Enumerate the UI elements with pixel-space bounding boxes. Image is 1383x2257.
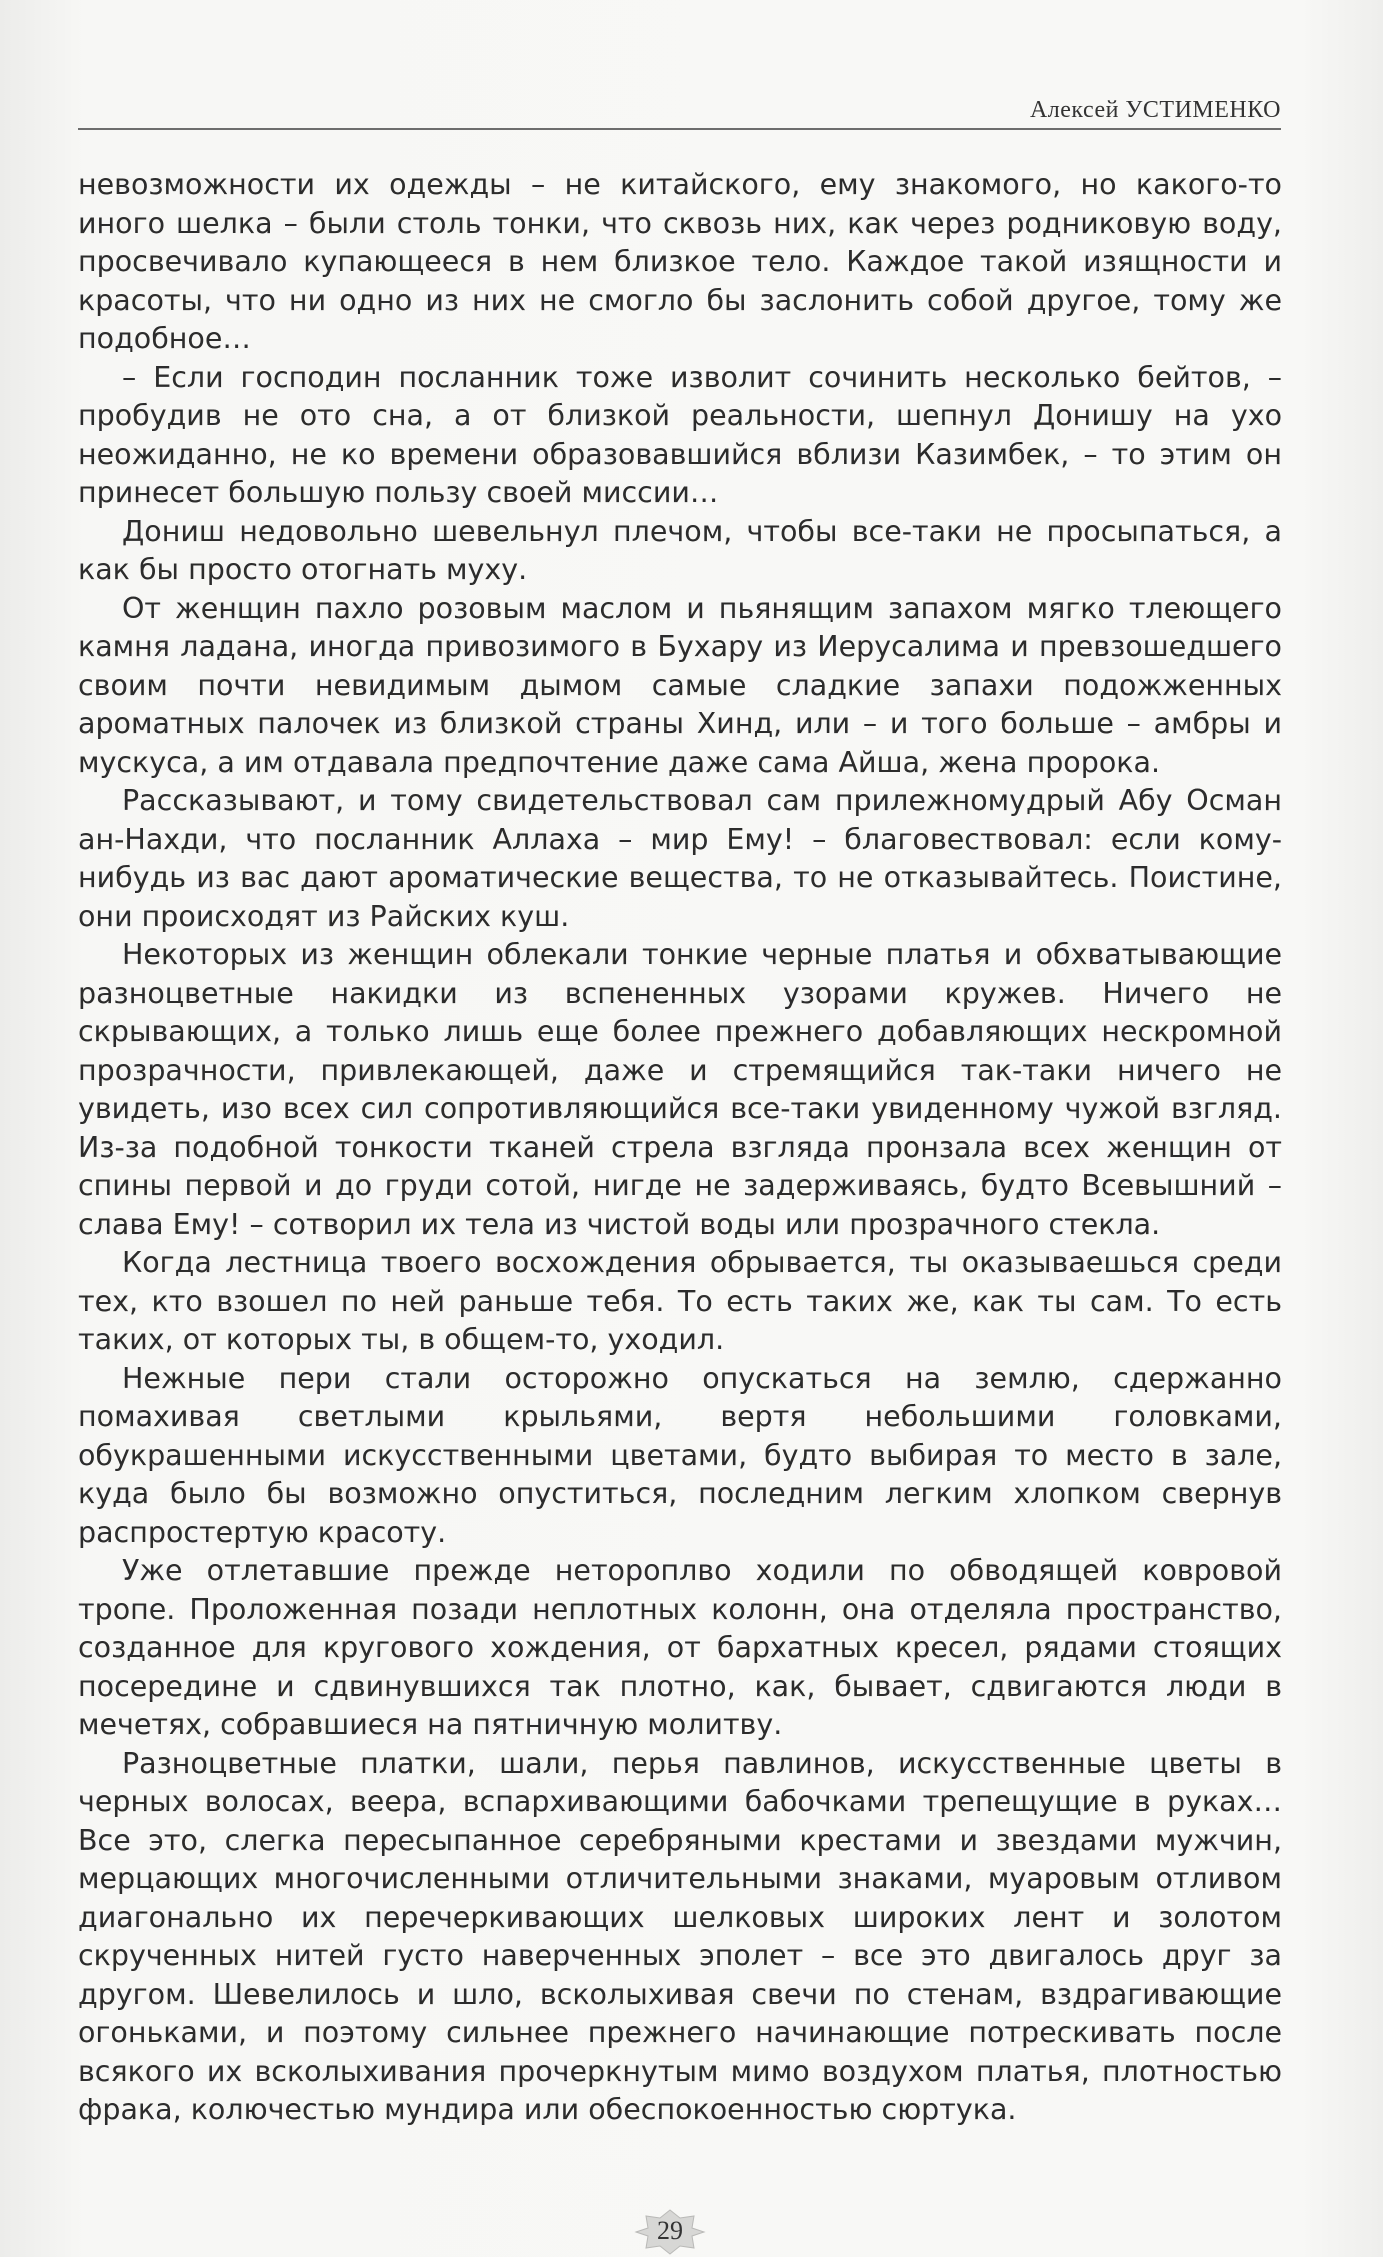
paragraph: невозможности их одежды – не китайского, ему знакомого, но какого-то иного шелка – были столь тонки, что сквозь них, как через родниковую воду, просвечивало купающееся в нем близкое тело. Каждое такой изящности и красоты, что ни одно из них не смогло бы заслонить собой другое, тому же подобное… [78, 168, 1282, 355]
paragraph: Разноцветные платки, шали, перья павлинов, искусственные цветы в черных волосах, веера, вспархивающими бабочками трепещущие в руках… Все это, слегка пересыпанное серебряными крестами и звездами мужчин, мерцающих многочисленными отличительными знаками, муаровым отливом диагонально их перечеркивающих шелковых широких лент и золотом скрученных нитей густо наверченных эполет – все это двигалось друг за другом. Шевелилось и шло, всколыхивая свечи по стенам, вздрагивающие огоньками, и поэтому сильнее прежнего начинающие потрескивать после всякого их всколыхивания прочеркнутым мимо воздухом платья, плотностью фрака, колючестью мундира или обеспокоенностью сюртука. [78, 1746, 1282, 2126]
page-number-badge [634, 2208, 706, 2256]
paragraph: Когда лестница твоего восхождения обрывается, ты оказываешься среди тех, кто взошел по ней раньше тебя. То есть таких же, как ты сам. То есть таких, от которых ты, в общем-то, уходил. [78, 1246, 1282, 1356]
paragraph: Нежные пери стали осторожно опускаться на землю, сдержанно помахивая светлыми крыльями, вертя небольшими головками, обукрашенными искусственными цветами, будто выбирая то место в зале, куда было бы возможно опуститься, последним легким хлопком свернув распростертую красоту. [78, 1361, 1282, 1549]
header-author: Алексей УСТИМЕНКО [1029, 97, 1281, 123]
page-number: 29 [657, 2216, 683, 2245]
paragraph: От женщин пахло розовым маслом и пьянящим запахом мягко тлеющего камня ладана, иногда привозимого в Бухару из Иерусалима и превзошедшего своим почти невидимым дымом самые сладкие запахи подожженных ароматных палочек из близкой страны Хинд, или – и того больше – амбры и мускуса, а им отдавала предпочтение даже сама Айша, жена пророка. [78, 591, 1282, 779]
paragraph: Некоторых из женщин облекали тонкие черные платья и обхватывающие разноцветные накидки из вспененных узорами кружев. Ничего не скрывающих, а только лишь еще более прежнего добавляющих нескромной прозрачности, привлекающей, даже и стремящийся так-таки ничего не увидеть, изо всех сил сопротивляющийся все-таки увиденному чужой взгляд. Из-за подобной тонкости тканей стрела взгляда пронзала всех женщин от спины первой и до груди сотой, нигде не задерживаясь, будто Всевышний – слава Ему! – сотворил их тела из чистой воды или прозрачного стекла. [78, 938, 1282, 1241]
paragraph: Уже отлетавшие прежде нетороплво ходили по обводящей ковровой тропе. Проложенная позади неплотных колонн, она отделяла пространство, созданное для кругового хождения, от бархатных кресел, рядами стоящих посередине и сдвинувшихся так плотно, как, бывает, сдвигаются люди в мечетях, собравшиеся на пятничную молитву. [78, 1554, 1282, 1741]
paragraph: – Если господин посланник тоже изволит сочинить несколько бейтов, – пробудив не ото сна, а от близкой реальности, шепнул Донишу на ухо неожиданно, не ко времени образовавшийся вблизи Казимбек, – то этим он принесет большую пользу своей миссии… [78, 360, 1282, 509]
paragraph: Дониш недовольно шевельнул плечом, чтобы все-таки не просыпаться, а как бы просто отогнать муху. [78, 514, 1282, 586]
running-header [78, 92, 1281, 130]
body-text [78, 166, 1282, 2130]
paragraph: Рассказывают, и тому свидетельствовал сам прилежномудрый Абу Осман ан-Нахди, что посланник Аллаха – мир Ему! – благовествовал: если кому-нибудь из вас дают ароматические вещества, то не отказывайтесь. Поистине, они происходят из Райских куш. [78, 784, 1282, 933]
